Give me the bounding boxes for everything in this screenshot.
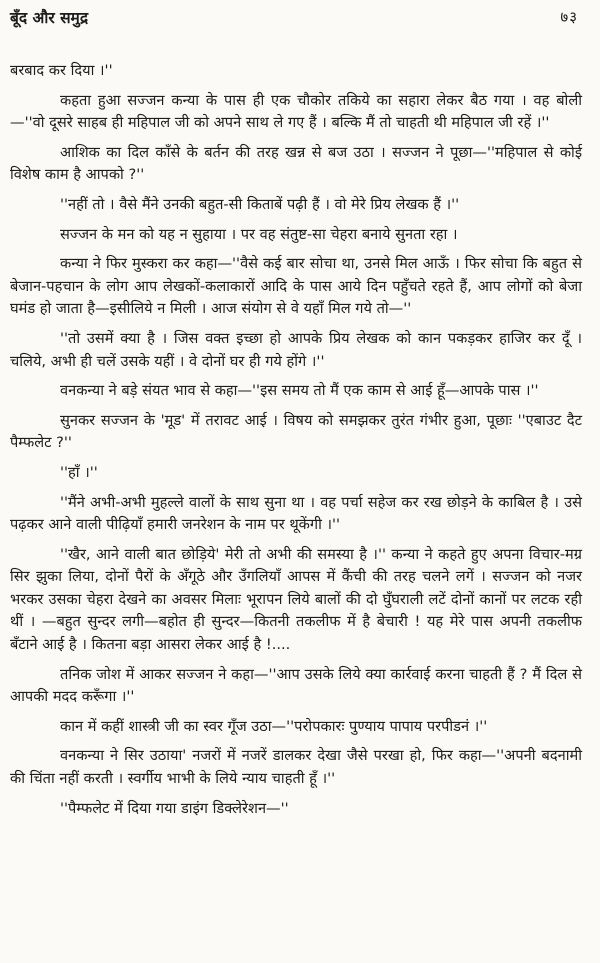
paragraph: ''मैंने अभी-अभी मुहल्ले वालों के साथ सुना था । वह पर्चा सहेज कर रख छोड़ने के काबिल है । उसे पढ़कर आने वाली पीढ़ियाँ हमारी जनरेशन के नाम पर थूकेंगी ।'': [10, 493, 582, 534]
paragraph: ''नहीं तो । वैसे मैंने उनकी बहुत-सी किताबें पढ़ी हैं । वो मेरे प्रिय लेखक हैं ।'': [60, 195, 460, 213]
paragraph: वनकन्या ने बड़े संयत भाव से कहा—''इस समय तो मैं एक काम से आई हूँ—आपके पास ।'': [60, 382, 539, 400]
paragraph: सुनकर सज्जन के 'मूड' में तरावट आई । विषय को समझकर तुरंत गंभीर हुआ, पूछाः ''एबाउट दैट पैम्फलेट ?'': [10, 411, 582, 452]
paragraph: बरबाद कर दिया ।'': [10, 62, 113, 79]
page-header: [10, 6, 578, 28]
paragraph: ''तो उसमें क्या है । जिस वक्त इच्छा हो आपके प्रिय लेखक को कान पकड़कर हाजिर कर दूँ । चलिये, अभी ही चलें उसके यहीं । वे दोनों घर ही गये होंगे ।'': [10, 329, 582, 370]
paragraph: ''खैर, आने वाली बात छोड़िये' मेरी तो अभी की समस्या है ।'' कन्या ने कहते हुए अपना विचार-मग्र सिर झुका लिया, दोनों पैरों के अँगूठे और उँगलियाँ आपस में कैंची की तरह चलने लगें । सज्जन को नजर भरकर उसका चेहरा देखने का अवसर मिलाः भूरापन लिये बालों की दो घुँघराली लटें दोनों कानों पर लटक रही थीं । —बहुत सुन्दर लगी—बहोत ही सुन्दर—कितनी तकलीफ में है बेचारी ! यह मेरे पास अपनी तकलीफ बँटाने आई है । कितना बड़ा आसरा लेकर आई है !....: [10, 545, 582, 654]
paragraph: कन्या ने फिर मुस्करा कर कहा—''वैसे कई बार सोचा था, उनसे मिल आऊँ । फिर सोचा कि बहुत से बेजान-पहचान के लोग आप लेखकों-कलाकारों आदि के पास आये दिन पहुँचते रहते हैं, आप लोगों को बेजा घमंड हो जाता है—इसीलिये न मिली । आज संयोग से वे यहाँ मिल गये तो—'': [10, 255, 582, 318]
paragraph: कान में कहीं शास्त्री जी का स्वर गूँज उठा—''परोपकारः पुण्याय पापाय परपीडनं ।'': [60, 717, 488, 735]
paragraph: कहता हुआ सज्जन कन्या के पास ही एक चौकोर तकिये का सहारा लेकर बैठ गया । वह बोली —''वो दूसरे साहब ही महिपाल जी को अपने साथ ले गए हैं । बल्कि मैं तो चाहती थी महिपाल जी रहें ।'': [10, 91, 582, 132]
page-number: ७३: [560, 8, 578, 26]
paragraph: तनिक जोश में आकर सज्जन ने कहा—''आप उसके लिये क्या कार्रवाई करना चाहती हैं ? मैं दिल से आपकी मदद करूँगा ।'': [10, 665, 582, 706]
page-body: [10, 60, 582, 827]
paragraph: आशिक का दिल काँसे के बर्तन की तरह खन्न से बज उठा । सज्जन ने पूछा—''महिपाल से कोई विशेष काम है आपको ?'': [10, 143, 582, 184]
paragraph: वनकन्या ने सिर उठाया' नजरों में नजरें डालकर देखा जैसे परखा हो, फिर कहा—''अपनी बदनामी की चिंता नहीं करती । स्वर्गीय भाभी के लिये न्याय चाहती हूँ ।'': [10, 747, 582, 788]
paragraph: ''हाँ ।'': [60, 463, 98, 481]
book-title: बूँद और समुद्र: [10, 9, 89, 27]
paragraph: ''पैम्फलेट में दिया गया डाइंग डिक्लेरेशन—'': [60, 799, 289, 817]
paragraph: सज्जन के मन को यह न सुहाया । पर वह संतुष्ट-सा चेहरा बनाये सुनता रहा ।: [60, 225, 458, 243]
